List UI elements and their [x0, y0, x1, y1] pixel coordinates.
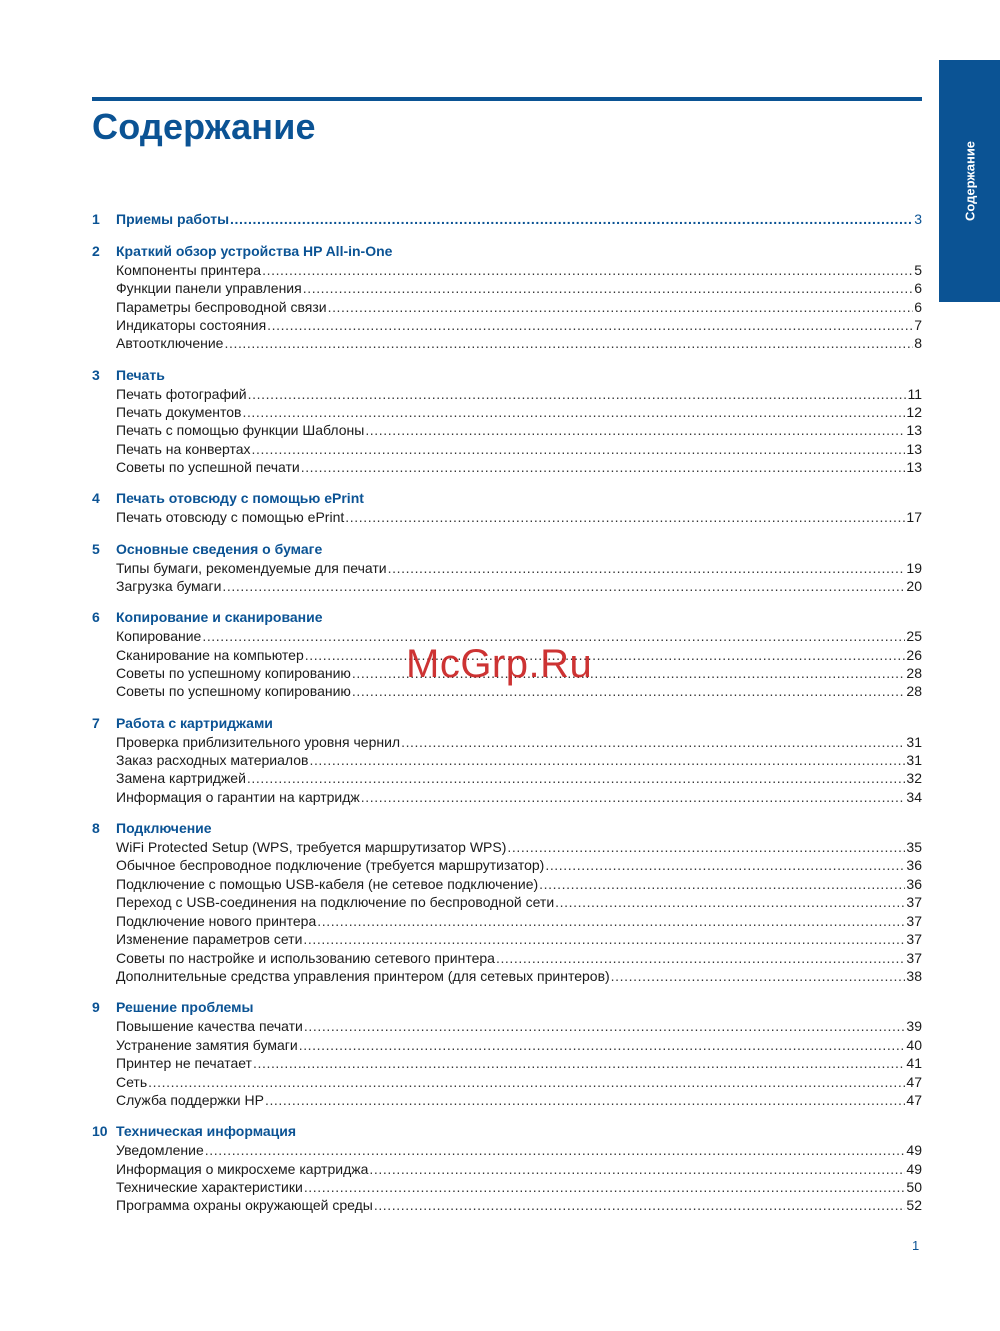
dot-leader	[148, 1073, 905, 1091]
entry-page-number: 17	[906, 509, 922, 526]
dot-leader	[267, 316, 913, 334]
entry-title: Технические характеристики	[116, 1178, 303, 1195]
entry-page-number: 36	[906, 875, 922, 892]
toc-entry-link[interactable]	[92, 316, 922, 334]
chapter-title: Приемы работы	[116, 211, 230, 227]
toc-entry-link[interactable]	[92, 1141, 922, 1159]
toc-entry-link[interactable]	[92, 261, 922, 279]
entry-page-number: 37	[906, 894, 922, 911]
dot-leader	[388, 559, 906, 577]
chapter-number: 6	[92, 609, 100, 626]
chapter-title: Подключение	[116, 820, 212, 836]
entry-title: Информация о гарантии на картридж	[116, 788, 360, 805]
entry-title: Служба поддержки HP	[116, 1091, 264, 1108]
watermark: McGrp.Ru	[406, 642, 593, 686]
chapter-title: Работа с картриджами	[116, 714, 273, 731]
side-section-tab	[939, 60, 1000, 302]
dot-leader	[545, 856, 905, 874]
dot-leader	[262, 261, 913, 279]
entry-title: Сканирование на компьютер	[116, 646, 304, 663]
chapter-heading-link[interactable]	[92, 998, 922, 1017]
dot-leader	[253, 1054, 905, 1072]
entry-title: Переход с USB-соединения на подключение по беспроводной сети	[116, 894, 555, 911]
entry-title: Печать фотографий	[116, 385, 247, 402]
dot-leader	[317, 912, 905, 930]
entry-title: Советы по успешной печати	[116, 459, 300, 476]
dot-leader	[205, 1141, 906, 1159]
entry-page-number: 50	[906, 1178, 922, 1195]
entry-title: Индикаторы состояния	[116, 317, 267, 333]
entry-page-number: 47	[906, 1091, 922, 1108]
entry-title: Заказ расходных материалов	[116, 752, 309, 768]
toc-entry-link[interactable]	[92, 1073, 922, 1091]
entry-title: Компоненты принтера	[116, 261, 262, 278]
table-of-contents	[92, 210, 922, 1228]
entry-title: Информация о микросхеме картриджа	[116, 1160, 369, 1177]
toc-entry-link[interactable]	[92, 912, 922, 930]
toc-entry-link[interactable]	[92, 1160, 922, 1178]
entry-page-number: 32	[906, 770, 922, 787]
page-number: 1	[912, 1238, 920, 1253]
entry-title: Загрузка бумаги	[116, 578, 222, 594]
entry-page-number: 47	[906, 1073, 922, 1090]
entry-page-number: 6	[914, 280, 922, 297]
toc-entry-link[interactable]	[92, 508, 922, 526]
toc-chapter	[92, 714, 922, 807]
chapter-number: 4	[92, 490, 100, 507]
dot-leader	[230, 210, 913, 229]
dot-leader	[374, 1196, 906, 1214]
entry-page-number: 52	[906, 1197, 922, 1214]
dot-leader	[369, 1160, 905, 1178]
chapter-title: Решение проблемы	[116, 999, 254, 1016]
toc-entry-link[interactable]	[92, 559, 922, 577]
dot-leader	[507, 838, 905, 856]
chapter-heading-link[interactable]	[92, 366, 922, 385]
dot-leader	[361, 788, 906, 806]
entry-page-number: 13	[906, 440, 922, 457]
entry-title: Повышение качества печати	[116, 1018, 303, 1035]
entry-title: Копирование	[116, 628, 202, 645]
entry-page-number: 37	[906, 912, 922, 929]
entry-title: Печать отовсюду с помощью ePrint	[116, 509, 345, 526]
chapter-heading-link[interactable]	[92, 1122, 922, 1141]
entry-page-number: 37	[906, 949, 922, 966]
dot-leader	[309, 751, 905, 769]
entry-title: Автоотключение	[116, 335, 224, 352]
chapter-heading-link[interactable]	[92, 210, 922, 229]
entry-page-number: 38	[906, 968, 922, 985]
toc-entry-link[interactable]	[92, 1091, 922, 1109]
entry-page-number: 8	[914, 335, 922, 352]
toc-entry-link[interactable]	[92, 458, 922, 476]
entry-title: Замена картриджей	[116, 770, 246, 787]
entry-title: Параметры беспроводной связи	[116, 298, 327, 315]
chapter-title: Техническая информация	[116, 1123, 297, 1140]
dot-leader	[252, 440, 906, 458]
toc-chapter	[92, 210, 922, 229]
entry-page-number: 5	[914, 261, 922, 278]
chapter-heading-link[interactable]	[92, 608, 922, 627]
entry-page-number: 31	[906, 752, 922, 768]
toc-entry-link[interactable]	[92, 298, 922, 316]
entry-title: Функции панели управления	[116, 280, 302, 297]
entry-title: Советы по успешному копированию	[116, 683, 351, 700]
toc-entry-link[interactable]	[92, 949, 922, 967]
toc-entry-link[interactable]	[92, 403, 922, 421]
toc-entry-link[interactable]	[92, 930, 922, 948]
entry-title: Печать с помощью функции Шаблоны	[116, 422, 365, 439]
entry-page-number: 34	[906, 788, 922, 805]
dot-leader	[303, 279, 913, 297]
toc-entry-link[interactable]	[92, 769, 922, 787]
dot-leader	[242, 403, 905, 421]
toc-entry-link[interactable]	[92, 1054, 922, 1072]
entry-page-number: 20	[906, 578, 922, 594]
toc-entry-link[interactable]	[92, 751, 922, 769]
chapter-heading-link[interactable]	[92, 714, 922, 733]
chapter-number: 9	[92, 999, 100, 1016]
entry-page-number: 36	[906, 857, 922, 874]
dot-leader	[345, 508, 905, 526]
entry-page-number: 6	[914, 298, 922, 315]
side-tab-label: Содержание	[962, 140, 977, 222]
chapter-heading-link[interactable]	[92, 540, 922, 559]
dot-leader	[299, 1036, 906, 1054]
entry-page-number: 35	[906, 839, 922, 855]
entry-page-number: 37	[906, 931, 922, 948]
entry-page-number: 19	[906, 559, 922, 576]
entry-title: Принтер не печатает	[116, 1055, 252, 1072]
toc-chapter	[92, 998, 922, 1109]
toc-entry-link[interactable]	[92, 788, 922, 806]
chapter-page-number: 3	[914, 211, 922, 227]
toc-entry-link[interactable]	[92, 440, 922, 458]
toc-entry-link[interactable]	[92, 893, 922, 911]
entry-page-number: 40	[906, 1036, 922, 1053]
toc-entry-link[interactable]	[92, 334, 922, 352]
dot-leader	[222, 577, 905, 595]
entry-page-number: 13	[906, 422, 922, 439]
toc-entry-link[interactable]	[92, 1036, 922, 1054]
entry-title: Обычное беспроводное подключение (требуется маршрутизатор)	[116, 857, 545, 874]
chapter-number: 5	[92, 540, 100, 557]
chapter-number: 8	[92, 820, 100, 836]
chapter-number: 2	[92, 242, 100, 259]
entry-page-number: 25	[906, 628, 922, 645]
entry-page-number: 41	[906, 1055, 922, 1072]
toc-entry-link[interactable]	[92, 279, 922, 297]
dot-leader	[301, 458, 906, 476]
title-rule	[92, 97, 922, 101]
entry-title: Дополнительные средства управления принтером (для сетевых принтеров)	[116, 968, 610, 985]
chapter-title: Печать отовсюду с помощью ePrint	[116, 490, 364, 507]
toc-entry-link[interactable]	[92, 577, 922, 595]
entry-page-number: 49	[906, 1142, 922, 1159]
toc-chapter	[92, 242, 922, 353]
dot-leader	[224, 334, 913, 352]
toc-entry-link[interactable]	[92, 385, 922, 403]
entry-title: Типы бумаги, рекомендуемые для печати	[116, 559, 387, 576]
chapter-title: Краткий обзор устройства HP All-in-One	[116, 242, 393, 259]
entry-title: Программа охраны окружающей среды	[116, 1197, 373, 1214]
entry-page-number: 28	[906, 683, 922, 700]
entry-title: Подключение с помощью USB-кабеля (не сетевое подключение)	[116, 875, 539, 892]
toc-entry-link[interactable]	[92, 421, 922, 439]
dot-leader	[401, 733, 905, 751]
entry-page-number: 39	[906, 1018, 922, 1035]
dot-leader	[328, 298, 914, 316]
dot-leader	[555, 893, 905, 911]
chapter-heading-link[interactable]	[92, 819, 922, 838]
entry-title: Уведомление	[116, 1142, 204, 1159]
page-title: Содержание	[92, 106, 316, 147]
dot-leader	[247, 769, 906, 787]
chapter-title: Печать	[116, 366, 165, 383]
toc-chapter	[92, 540, 922, 596]
entry-title: Изменение параметров сети	[116, 931, 303, 948]
dot-leader	[611, 967, 906, 985]
entry-page-number: 11	[907, 385, 922, 402]
toc-chapter	[92, 489, 922, 526]
toc-entry-link[interactable]	[92, 1017, 922, 1035]
entry-title: Проверка приблизительного уровня чернил	[116, 733, 401, 750]
entry-page-number: 49	[906, 1160, 922, 1177]
dot-leader	[305, 646, 906, 664]
dot-leader	[248, 385, 907, 403]
entry-page-number: 26	[906, 646, 922, 663]
entry-page-number: 31	[906, 733, 922, 750]
dot-leader	[304, 1178, 906, 1196]
dot-leader	[365, 421, 905, 439]
toc-chapter	[92, 819, 922, 986]
dot-leader	[265, 1091, 905, 1109]
toc-chapter	[92, 366, 922, 477]
entry-page-number: 28	[906, 665, 922, 681]
entry-page-number: 12	[906, 404, 922, 420]
toc-entry-link[interactable]	[92, 838, 922, 856]
entry-title: Советы по настройке и использованию сетевого принтера	[116, 949, 495, 966]
chapter-number: 7	[92, 714, 100, 731]
dot-leader	[303, 930, 905, 948]
entry-title: Советы по успешному копированию	[116, 665, 351, 681]
chapter-title: Копирование и сканирование	[116, 609, 323, 626]
toc-entry-link[interactable]	[92, 875, 922, 893]
toc-entry-link[interactable]	[92, 733, 922, 751]
dot-leader	[496, 949, 905, 967]
entry-page-number: 7	[914, 317, 922, 333]
chapter-heading-link[interactable]	[92, 489, 922, 508]
toc-entry-link[interactable]	[92, 856, 922, 874]
toc-entry-link[interactable]	[92, 1178, 922, 1196]
chapter-number: 10	[92, 1123, 108, 1140]
chapter-number: 3	[92, 366, 100, 383]
entry-title: Печать на конвертах	[116, 440, 251, 457]
chapter-number: 1	[92, 211, 100, 227]
toc-entry-link[interactable]	[92, 1196, 922, 1214]
entry-title: Устранение замятия бумаги	[116, 1036, 298, 1053]
chapter-heading-link[interactable]	[92, 242, 922, 261]
entry-title: Сеть	[116, 1073, 148, 1090]
entry-page-number: 13	[906, 459, 922, 476]
entry-title: Подключение нового принтера	[116, 912, 317, 929]
dot-leader	[539, 875, 905, 893]
toc-entry-link[interactable]	[92, 967, 922, 985]
chapter-title: Основные сведения о бумаге	[116, 540, 323, 557]
toc-chapter	[92, 1122, 922, 1215]
dot-leader	[304, 1017, 906, 1035]
entry-title: WiFi Protected Setup (WPS, требуется маршрутизатор WPS)	[116, 839, 507, 855]
entry-title: Печать документов	[116, 404, 242, 420]
